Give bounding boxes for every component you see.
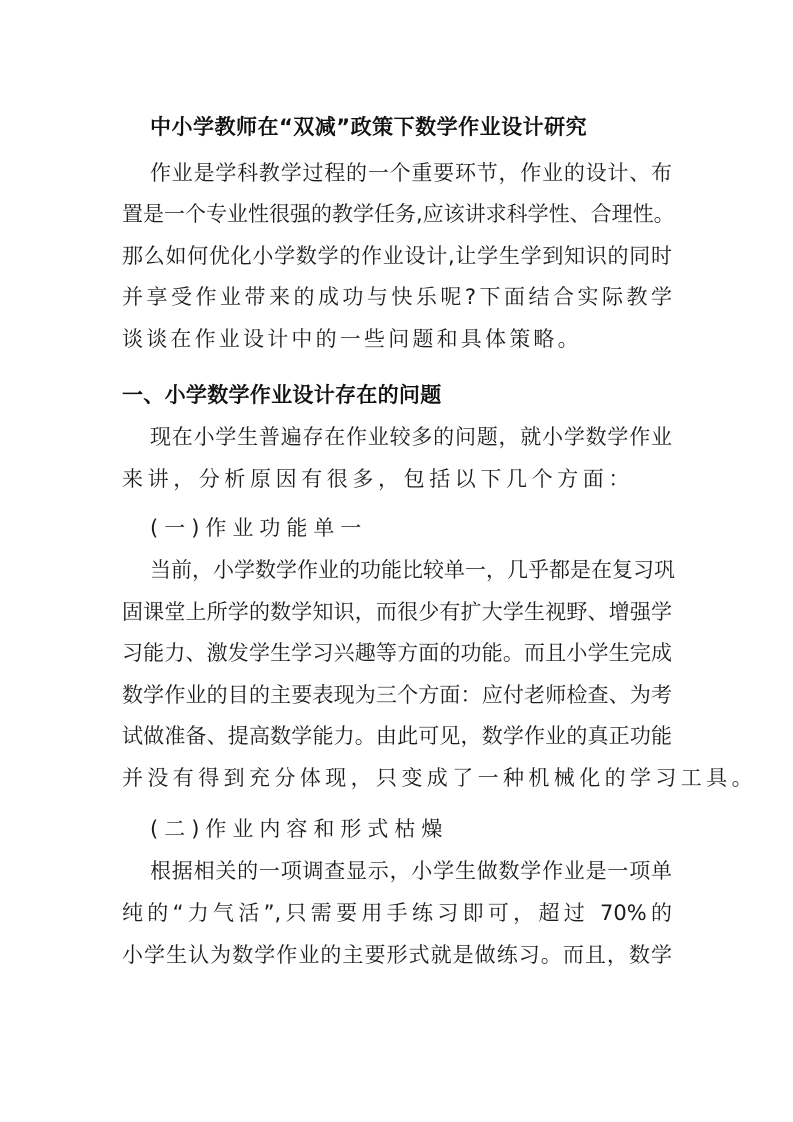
subsection-heading: (二)作业内容和形式枯燥	[150, 817, 449, 841]
paragraph-line: 根据相关的一项调查显示，小学生做数学作业是一项单	[150, 859, 672, 883]
paragraph-line: 来讲，分析原因有很多，包括以下几个方面：	[122, 467, 634, 491]
paragraph-line: 并没有得到充分体现，只变成了一种机械化的学习工具。	[122, 766, 757, 790]
paragraph-line: 置是一个专业性很强的教学任务,应该讲求科学性、合理性。	[122, 202, 675, 226]
paragraph-line: 数学作业的目的主要表现为三个方面：应付老师检查、为考	[122, 683, 672, 707]
paragraph-line: 现在小学生普遍存在作业较多的问题，就小学数学作业	[150, 425, 672, 449]
paragraph-line: 习能力、激发学生学习兴趣等方面的功能。而且小学生完成	[122, 641, 672, 665]
paragraph-line: 试做准备、提高数学能力。由此可见，数学作业的真正功能	[122, 724, 672, 748]
subsection-heading: (一)作业功能单一	[150, 516, 368, 540]
section-heading: 一、小学数学作业设计存在的问题	[122, 383, 442, 407]
paragraph-line: 谈谈在作业设计中的一些问题和具体策略。	[122, 327, 582, 351]
paragraph-line: 作业是学科教学过程的一个重要环节，作业的设计、布	[150, 161, 672, 185]
paragraph-line: 固课堂上所学的数学知识，而很少有扩大学生视野、增强学	[122, 600, 672, 624]
paragraph-line: 那么如何优化小学数学的作业设计,让学生学到知识的同时	[122, 244, 672, 268]
paragraph-line: 小学生认为数学作业的主要形式就是做练习。而且，数学	[122, 943, 672, 967]
document-title: 中小学教师在“双减”政策下数学作业设计研究	[150, 115, 588, 139]
paragraph-line: 并享受作业带来的成功与快乐呢?下面结合实际教学	[122, 285, 672, 309]
paragraph-line: 纯的“力气活”,只需要用手练习即可，超过 70%的	[122, 901, 672, 925]
paragraph-line: 当前，小学数学作业的功能比较单一，几乎都是在复习巩	[150, 558, 675, 582]
